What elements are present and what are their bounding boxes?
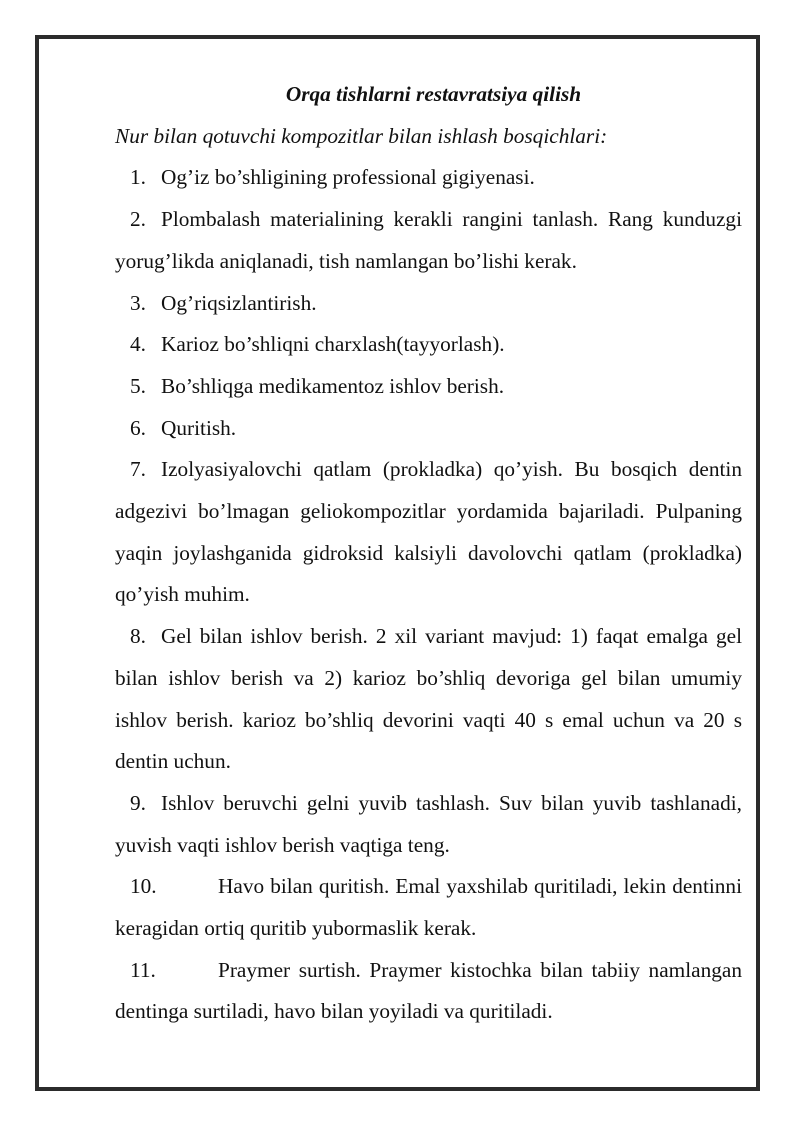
item-text: Plombalash materialining kerakli rangini tanlash. Rang kunduzgi yorug’likda aniqlanadi, tish namlangan bo’lishi kerak. xyxy=(115,207,742,273)
list-item-2 xyxy=(115,199,742,282)
item-number: 6. xyxy=(130,415,146,440)
item-text: Ishlov beruvchi gelni yuvib tashlash. Suv bilan yuvib tashlanadi, yuvish vaqti ishlov berish vaqtiga teng. xyxy=(115,790,742,857)
item-text: Praymer surtish. Praymer kistochka bilan tabiiy namlangan dentinga surtiladi, havo bilan yoyiladi va quritiladi. xyxy=(115,957,742,1024)
item-number: 8. xyxy=(130,624,146,649)
item-number: 3. xyxy=(130,290,146,315)
item-number: 7. xyxy=(130,457,146,482)
list-item-11 xyxy=(115,950,742,1033)
item-number: 11. xyxy=(130,957,156,982)
item-text: Gel bilan ishlov berish. 2 xil variant mavjud: 1) faqat emalga gel bilan ishlov berish va 2) karioz bo’shliq devoriga gel bilan umumiy ishlov berish. karioz bo’shliq devorini vaqti 40 s emal uchun va 20 s dentin uchun. xyxy=(115,624,742,774)
list-item-1 xyxy=(115,157,742,199)
list-item-5 xyxy=(115,366,742,408)
list-item-8 xyxy=(115,616,742,783)
item-text: Havo bilan quritish. Emal yaxshilab quritiladi, lekin dentinni keragidan ortiq quritib yubormaslik kerak. xyxy=(115,874,742,941)
item-number: 1. xyxy=(130,165,146,190)
item-number: 10. xyxy=(130,874,157,899)
item-number: 4. xyxy=(130,332,146,357)
item-text: Karioz bo’shliqni charxlash(tayyorlash). xyxy=(161,332,505,357)
document-body xyxy=(115,74,742,1033)
item-number: 2. xyxy=(130,207,146,232)
item-text: Bo’shliqga medikamentoz ishlov berish. xyxy=(161,373,505,398)
list-item-9 xyxy=(115,783,742,866)
item-number: 9. xyxy=(130,790,146,815)
item-text: Izolyasiyalovchi qatlam (prokladka) qo’yish. Bu bosqich dentin adgezivi bo’lmagan geliokompozitlar yordamida bajariladi. Pulpaning yaqin joylashganida gidroksid kalsiyli davolovchi qatlam (prokladka) qo’yish muhim. xyxy=(115,457,742,607)
list-item-4 xyxy=(115,324,742,366)
list-item-10 xyxy=(115,866,742,949)
item-text: Quritish. xyxy=(161,415,237,440)
list-item-6 xyxy=(115,408,742,450)
list-item-3 xyxy=(115,283,742,325)
document-subtitle: Nur bilan qotuvchi kompozitlar bilan ishlash bosqichlari: xyxy=(115,123,608,148)
item-text: Og’riqsizlantirish. xyxy=(161,290,317,315)
item-number: 5. xyxy=(130,373,146,398)
list-item-7 xyxy=(115,449,742,616)
document-title: Orqa tishlarni restavratsiya qilish xyxy=(285,82,582,106)
item-text: Og’iz bo’shligining professional gigiyenasi. xyxy=(161,165,535,190)
